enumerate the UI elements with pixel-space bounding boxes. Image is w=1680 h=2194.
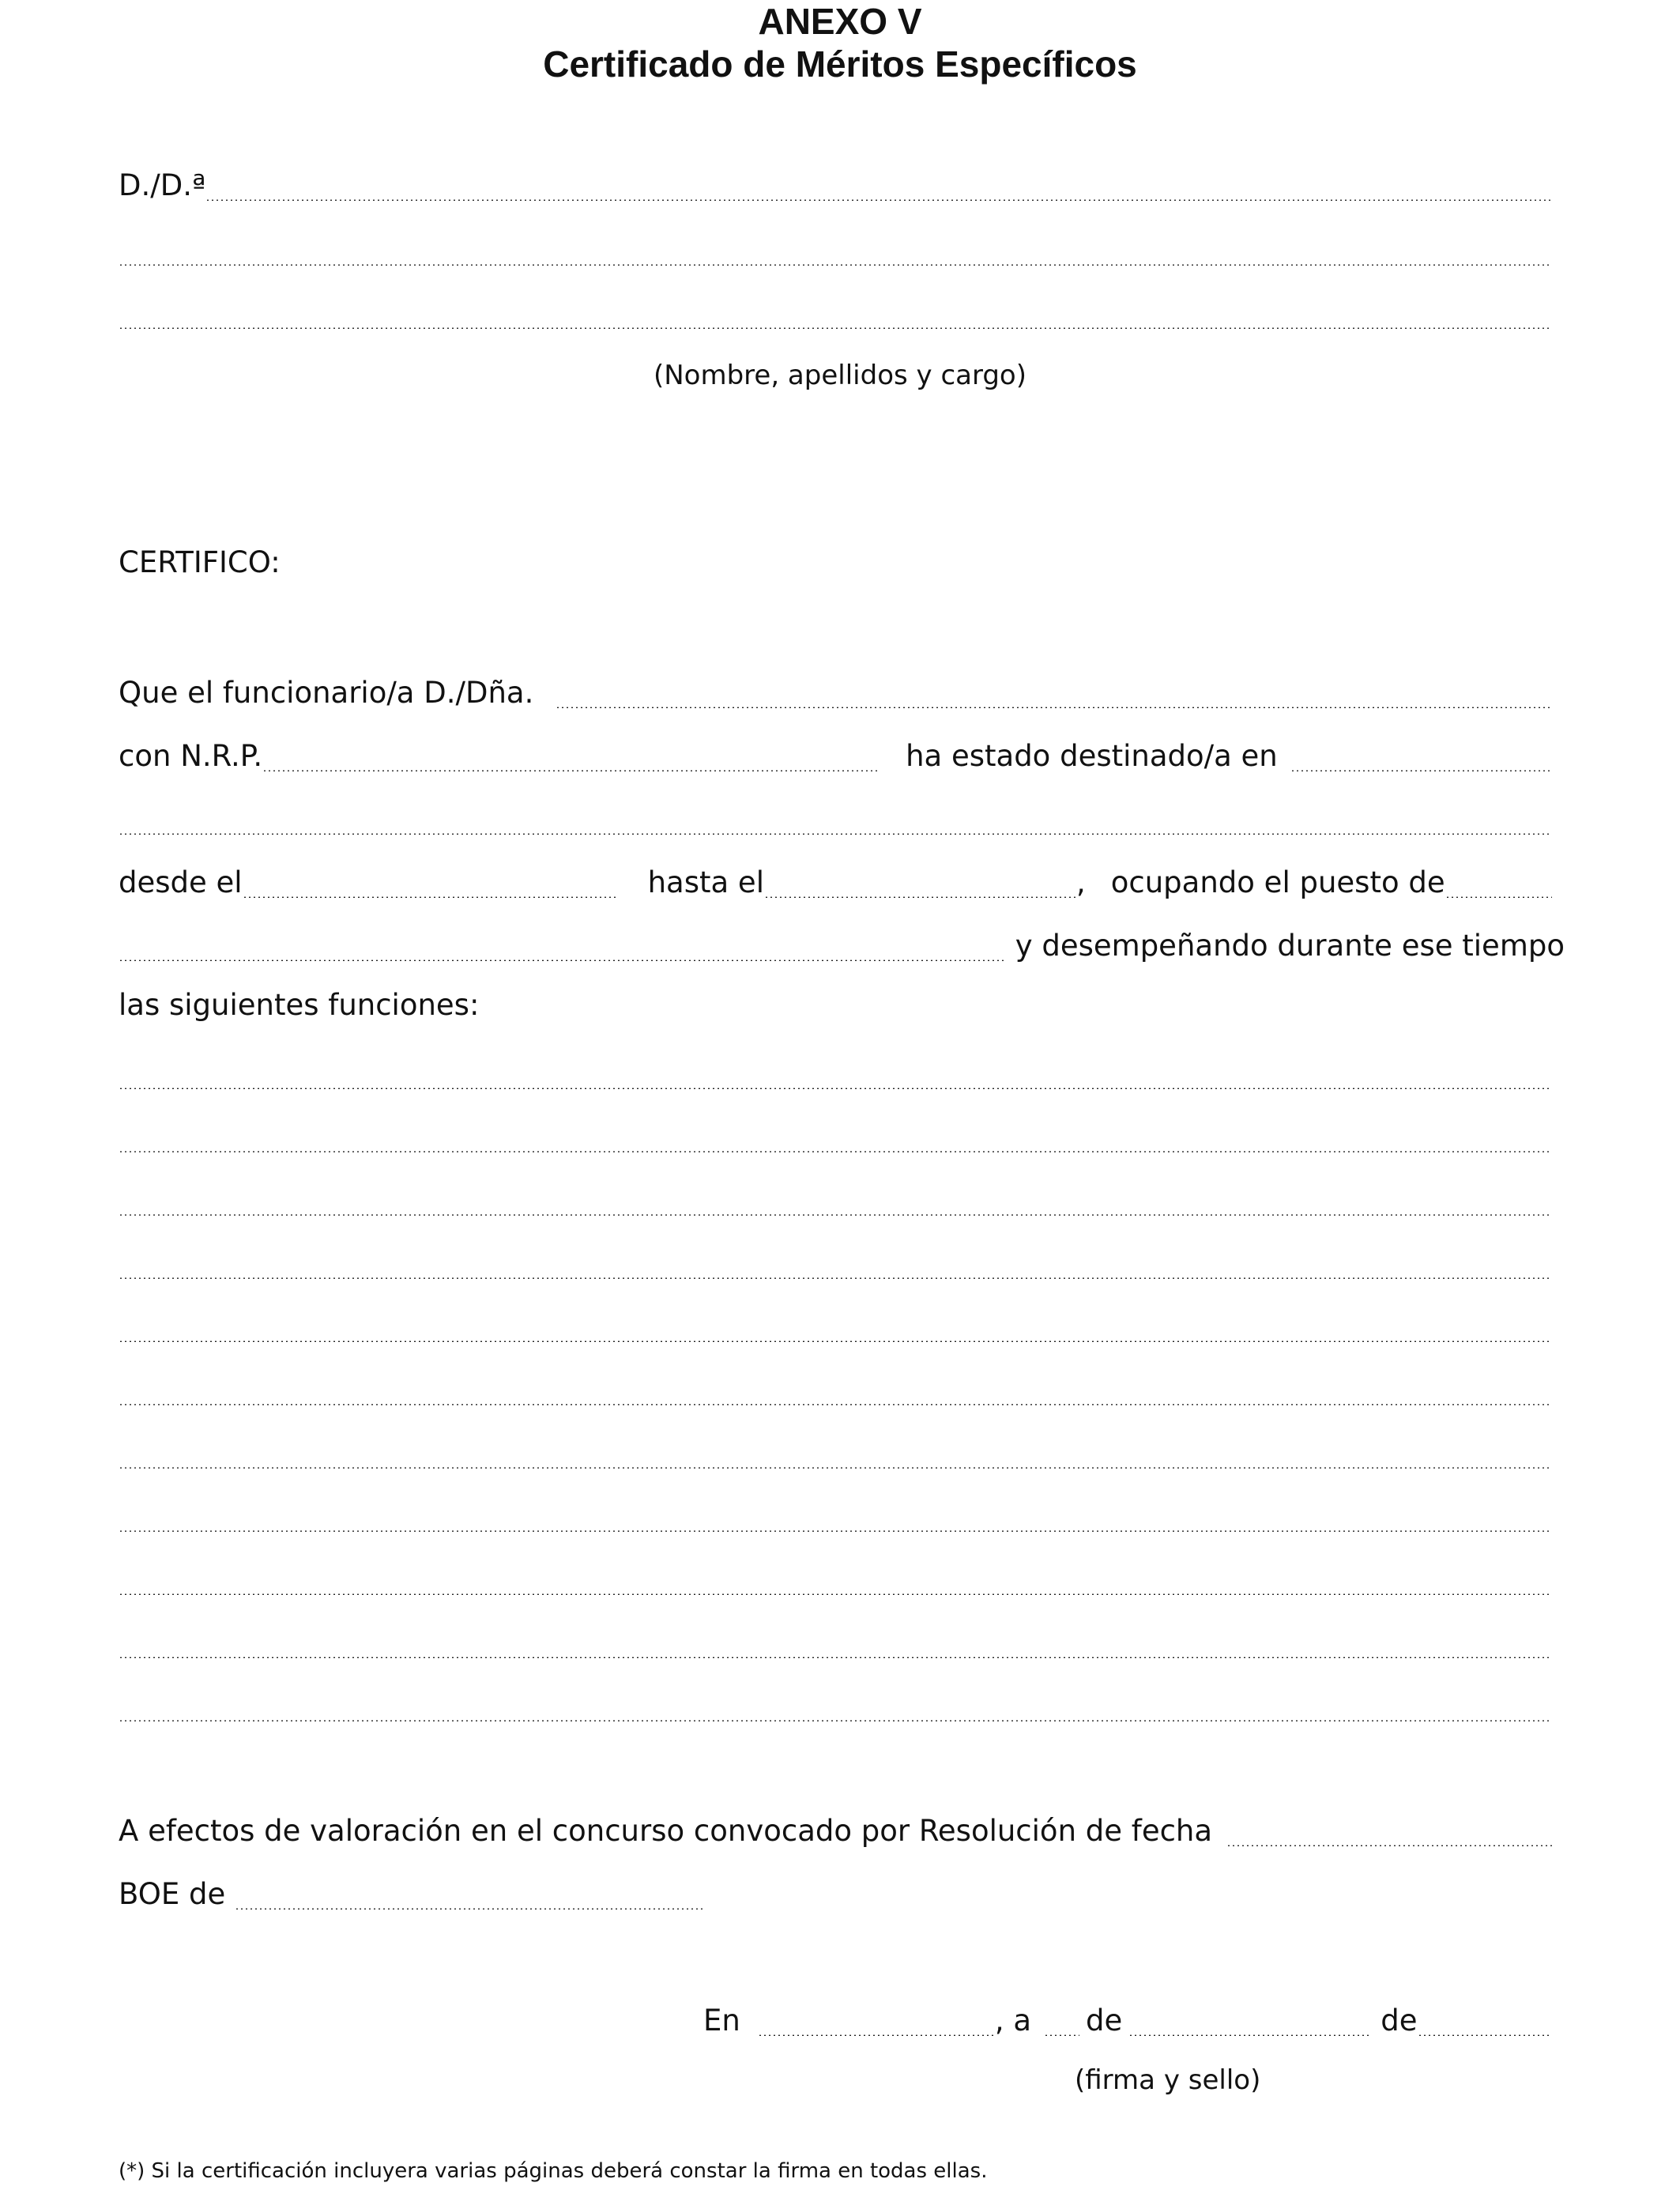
resolution-line — [119, 1810, 1552, 1851]
functions-field[interactable] — [119, 1631, 1552, 1663]
functions-field[interactable] — [119, 1252, 1552, 1284]
year-field[interactable] — [1418, 2009, 1552, 2041]
functions-field[interactable] — [119, 1062, 1552, 1094]
name-label: D./D.ª — [119, 168, 206, 202]
from-label: desde el — [119, 865, 243, 899]
resolution-date-field[interactable] — [1226, 1819, 1552, 1851]
destined-label: ha estado destinado/a en — [906, 739, 1278, 773]
de-label-2: de — [1381, 2004, 1418, 2038]
until-label: hasta el — [647, 865, 764, 899]
signature-caption: (firma y sello) — [1075, 2064, 1261, 2096]
resolution-text: A efectos de valoración en el concurso convocado por Resolución de fecha — [119, 1814, 1213, 1848]
functions-line — [119, 1559, 1552, 1600]
boe-label: BOE de — [119, 1877, 226, 1911]
place-date-line — [703, 2000, 1552, 2041]
certifico-heading: CERTIFICO: — [119, 545, 281, 579]
functions-line — [119, 1432, 1552, 1473]
name-field-continued[interactable] — [119, 239, 1552, 270]
boe-line — [119, 1873, 703, 1914]
functions-field[interactable] — [119, 1505, 1552, 1536]
functions-line — [119, 1369, 1552, 1410]
name-line-2 — [119, 229, 1552, 270]
official-line — [119, 672, 1552, 713]
boe-field[interactable] — [235, 1883, 703, 1914]
day-field[interactable] — [1044, 2009, 1079, 2041]
functions-field[interactable] — [119, 1378, 1552, 1410]
functions-line — [119, 1179, 1552, 1220]
until-date-field[interactable] — [764, 871, 1076, 903]
document-title: Certificado de Méritos Específicos — [543, 43, 1137, 85]
name-caption: (Nombre, apellidos y cargo) — [653, 360, 1027, 391]
functions-field[interactable] — [119, 1125, 1552, 1157]
footnote: (*) Si la certificación incluyera varias páginas deberá constar la firma en todas ellas. — [119, 2159, 988, 2183]
from-date-field[interactable] — [243, 871, 618, 903]
functions-field[interactable] — [119, 1695, 1552, 1726]
month-field[interactable] — [1128, 2009, 1369, 2041]
destination-field-continued[interactable] — [119, 808, 1552, 839]
name-field[interactable] — [205, 174, 1552, 205]
nrp-line — [119, 735, 1552, 776]
destination-line-2 — [119, 798, 1552, 839]
functions-label: las siguientes funciones: — [119, 988, 480, 1022]
functions-line — [119, 1495, 1552, 1536]
functions-field[interactable] — [119, 1189, 1552, 1220]
official-name-field[interactable] — [556, 681, 1552, 713]
functions-line — [119, 1242, 1552, 1284]
functions-line — [119, 1622, 1552, 1663]
a-label: , a — [994, 2004, 1032, 2038]
functions-line — [119, 1306, 1552, 1347]
name-line-3 — [119, 292, 1552, 334]
cargo-field[interactable] — [119, 302, 1552, 334]
en-label: En — [703, 2004, 740, 2038]
functions-line — [119, 1116, 1552, 1157]
functions-field[interactable] — [119, 1442, 1552, 1473]
functions-field[interactable] — [119, 1568, 1552, 1600]
performing-line — [119, 925, 1565, 966]
place-field[interactable] — [758, 2009, 995, 2041]
position-field[interactable] — [1445, 871, 1552, 903]
de-label-1: de — [1086, 2004, 1123, 2038]
dates-line — [119, 861, 1552, 903]
performing-label: y desempeñando durante ese tiempo — [1015, 929, 1565, 963]
official-label: Que el funcionario/a D./Dña. — [119, 676, 534, 710]
name-line-1 — [119, 164, 1552, 205]
functions-line — [119, 1685, 1552, 1726]
position-field-continued[interactable] — [119, 934, 1006, 966]
annex-heading: ANEXO V — [758, 1, 922, 42]
functions-field[interactable] — [119, 1315, 1552, 1347]
destination-field[interactable] — [1290, 745, 1552, 776]
nrp-field[interactable] — [262, 745, 879, 776]
position-label: ocupando el puesto de — [1110, 865, 1445, 899]
functions-line — [119, 1053, 1552, 1094]
nrp-label: con N.R.P. — [119, 739, 263, 773]
dates-comma: , — [1075, 865, 1086, 899]
